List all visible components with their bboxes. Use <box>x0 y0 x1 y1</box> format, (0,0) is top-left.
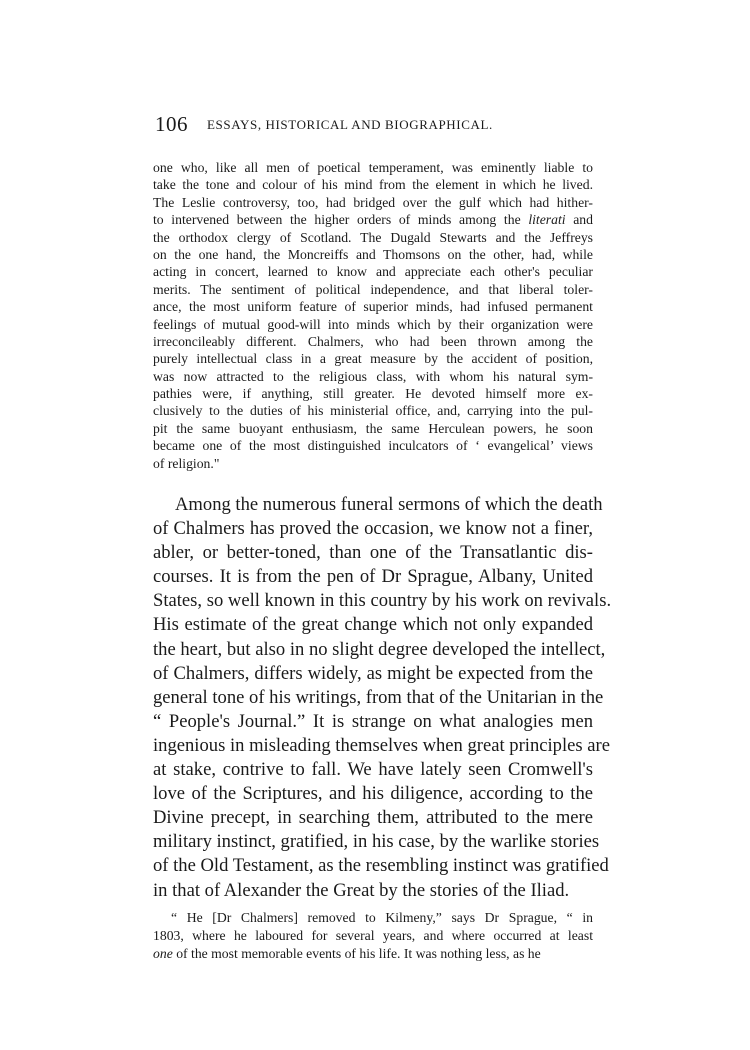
text-line: ingenious in misleading themselves when great principles are <box>153 734 610 756</box>
text-line: courses. It is from the pen of Dr Sprague, Albany, United <box>153 566 593 588</box>
text-line: of religion." <box>153 455 220 471</box>
text-line: of Chalmers has proved the occasion, we know not a finer, <box>153 518 593 540</box>
page-header <box>155 112 555 138</box>
text-line: take the tone and colour of his mind from the element in which he lived. <box>153 177 593 193</box>
text-line: Divine precept, in searching them, attributed to the mere <box>153 807 593 829</box>
text-line: on the one hand, the Moncreiffs and Thomsons on the other, had, while <box>153 246 593 262</box>
text-line: acting in concert, learned to know and appreciate each other's peculiar <box>153 264 593 280</box>
text-line: was now attracted to the religious class, with whom his natural sym- <box>153 368 593 384</box>
text-line: general tone of his writings, from that of the Unitarian in the <box>153 686 604 708</box>
text-line: feelings of mutual good-will into minds which by their organization were <box>153 316 593 332</box>
text-line: “ He [Dr Chalmers] removed to Kilmeny,” says Dr Sprague, “ in <box>171 910 593 925</box>
text-line: clusively to the duties of his ministerial office, and, carrying into the pul- <box>153 403 593 419</box>
running-title: ESSAYS, HISTORICAL AND BIOGRAPHICAL. <box>207 117 493 132</box>
text-line: at stake, contrive to fall. We have lately seen Cromwell's <box>153 759 593 781</box>
text-line: States, so well known in this country by his work on revivals. <box>153 590 612 612</box>
text-line: in that of Alexander the Great by the stories of the Iliad. <box>153 879 570 901</box>
text-line: The Leslie controversy, too, had bridged over the gulf which had hither- <box>153 194 593 210</box>
text-line: of the Old Testament, as the resembling instinct was gratified <box>153 855 609 877</box>
text-line: Among the numerous funeral sermons of which the death <box>175 494 603 515</box>
text-line: abler, or better-toned, than one of the Transatlantic dis- <box>153 542 593 564</box>
footnote <box>153 909 593 964</box>
text-line: to intervened between the higher orders of minds among the literati and <box>153 212 593 228</box>
text-line: pathies were, if anything, still greater. He devoted himself more ex- <box>153 386 593 402</box>
text-line: one of the most memorable events of his life. It was nothing less, as he <box>153 946 541 962</box>
text-line: one who, like all men of poetical temperament, was eminently liable to <box>153 160 593 175</box>
text-line: “ People's Journal.” It is strange on what analogies men <box>153 710 593 732</box>
text-line: irreconcileably different. Chalmers, who had been thrown among the <box>153 333 593 349</box>
text-line: military instinct, gratified, in his case, by the warlike stories <box>153 831 600 853</box>
text-line: the orthodox clergy of Scotland. The Dugald Stewarts and the Jeffreys <box>153 229 593 245</box>
page-number: 106 <box>155 112 188 136</box>
text-line: of Chalmers, differs widely, as might be expected from the <box>153 662 593 684</box>
quoted-passage <box>153 159 593 472</box>
main-paragraph <box>153 493 612 903</box>
text-line: purely intellectual class in a great measure by the accident of position, <box>153 351 593 367</box>
text-line: 1803, where he laboured for several years, and where occurred at least <box>153 928 593 944</box>
text-line: merits. The sentiment of political independence, and that liberal toler- <box>153 281 593 297</box>
text-line: ance, the most uniform feature of superior minds, had infused permanent <box>153 299 593 315</box>
text-line: pit the same buoyant enthusiasm, the same Herculean powers, he soon <box>153 420 593 436</box>
text-line: love of the Scriptures, and his diligence, according to the <box>153 783 593 805</box>
text-line: became one of the most distinguished inculcators of ‘ evangelical’ views <box>153 438 593 454</box>
text-line: His estimate of the great change which not only expanded <box>153 614 593 636</box>
text-line: the heart, but also in no slight degree developed the intellect, <box>153 638 606 660</box>
